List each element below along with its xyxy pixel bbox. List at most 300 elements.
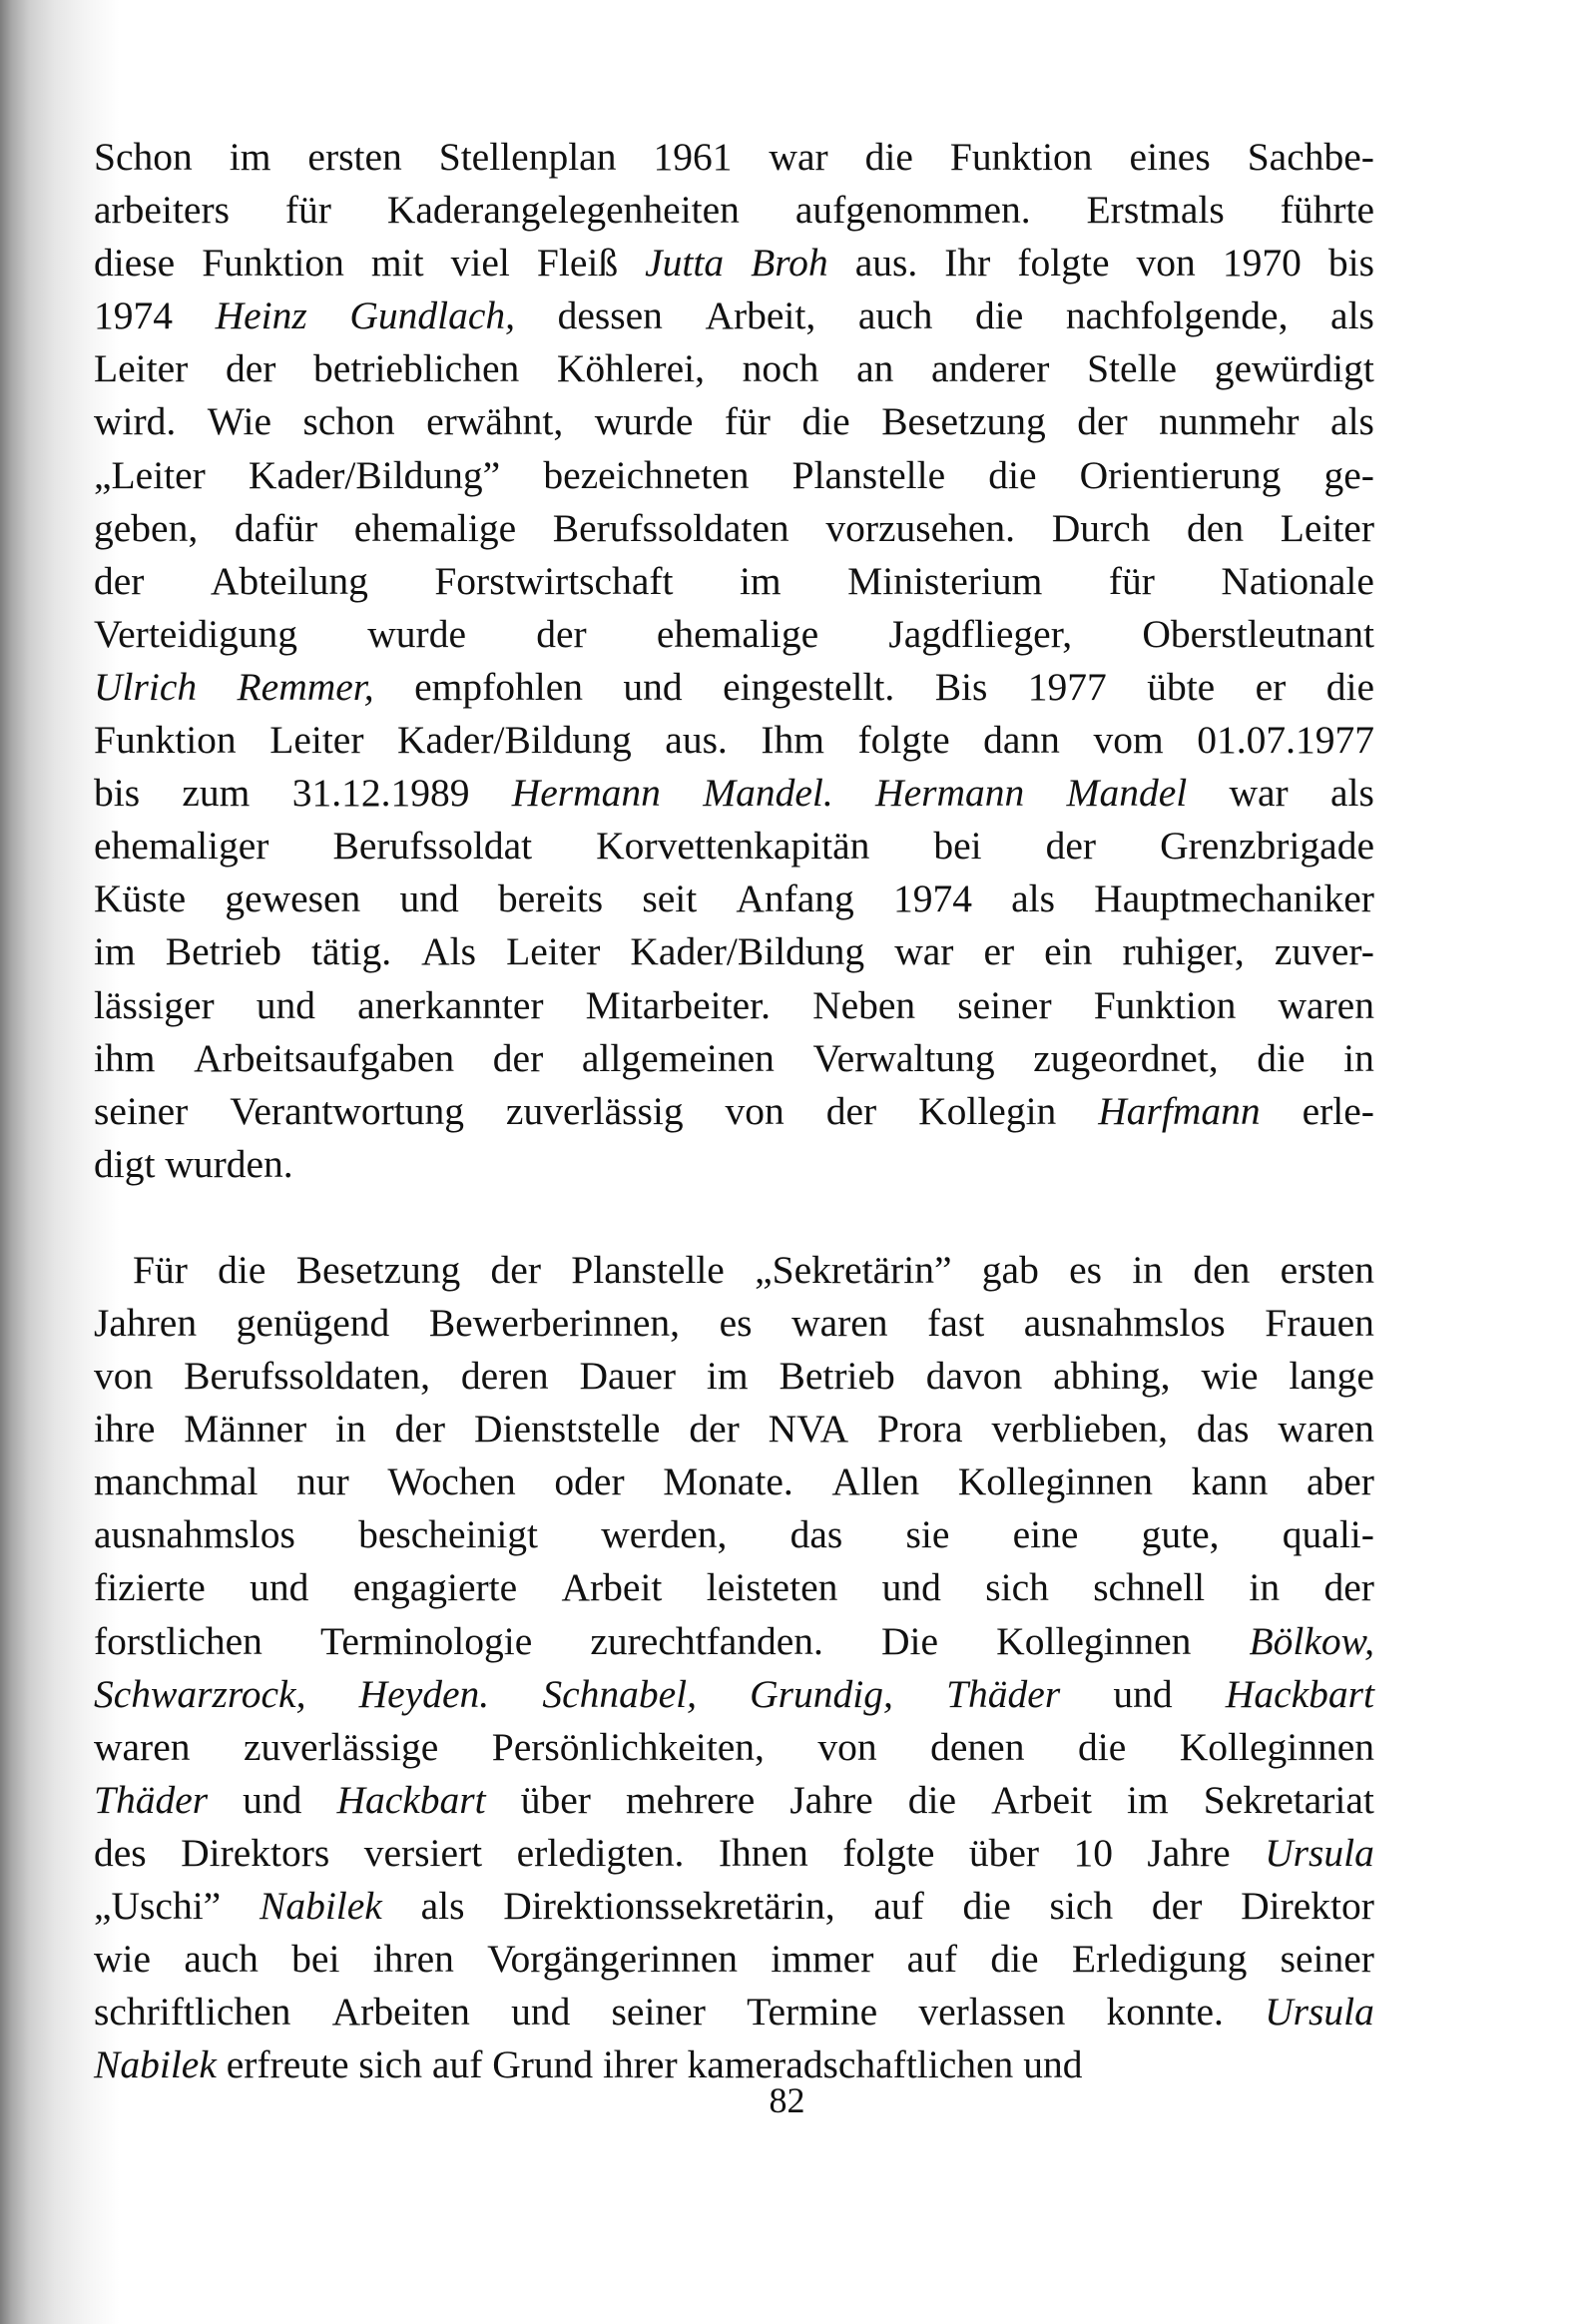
word: er (983, 929, 1015, 974)
word: schnell (1093, 1565, 1206, 1610)
word: gute, (1141, 1512, 1220, 1557)
word: ausnahmslos (94, 1512, 295, 1557)
word: bereits (497, 876, 604, 921)
word: es (719, 1300, 753, 1345)
word: folgte (857, 718, 950, 763)
word: Grenzbrigade (1160, 824, 1374, 869)
word: ge- (1323, 452, 1374, 497)
text-line (94, 1350, 1374, 1403)
word: Dienststelle (473, 1407, 661, 1452)
word: wird. (94, 399, 177, 444)
word: auf (906, 1937, 958, 1982)
word: sich (358, 2042, 423, 2087)
word: die (218, 1247, 266, 1292)
word: nur (296, 1459, 349, 1504)
word: seit (642, 876, 698, 921)
word: zum (182, 771, 251, 816)
word: Arbeit (561, 1565, 663, 1610)
word: Leiter (94, 346, 189, 391)
word: ihren (372, 1937, 454, 1982)
word: in (1132, 1247, 1164, 1292)
word: 1961 (653, 135, 733, 179)
word: Monate. (663, 1459, 793, 1504)
word: war (769, 135, 828, 179)
word: ihre (94, 1407, 156, 1452)
word: als (1011, 876, 1056, 921)
word: die (907, 1777, 957, 1822)
word: Kader/Bildung” (248, 452, 501, 497)
word: 10 (1073, 1830, 1113, 1875)
word: wurde (594, 399, 694, 444)
word: der (492, 1035, 544, 1080)
word: ehemaliger (94, 824, 269, 869)
word: Bis (934, 664, 988, 709)
text-line (94, 1933, 1374, 1986)
word: Jahre (789, 1777, 873, 1822)
word: und (623, 664, 683, 709)
word: Prora (877, 1407, 963, 1452)
word: waren (1278, 982, 1374, 1027)
word: forstlichen (94, 1618, 262, 1663)
word: bis (1327, 241, 1374, 286)
word: über (968, 1830, 1039, 1875)
word: bei (933, 824, 982, 869)
word: Berufssoldat (332, 824, 533, 869)
word: Bölkow, (1249, 1618, 1374, 1663)
word: Erledigung (1071, 1937, 1248, 1982)
word: Persönlichkeiten, (491, 1724, 765, 1769)
word: des (94, 1830, 147, 1875)
word: lässiger (94, 982, 215, 1027)
word: der (394, 1407, 446, 1452)
paragraph (94, 131, 1374, 1191)
word: Forstwirtschaft (434, 558, 674, 603)
word: oder (554, 1459, 625, 1504)
word: die (962, 1884, 1011, 1928)
word: seiner (1280, 1937, 1374, 1982)
word: Hermann (875, 771, 1025, 816)
word: Mandel (1066, 771, 1188, 816)
page-number: 82 (769, 2080, 805, 2120)
word: „Leiter (94, 452, 206, 497)
word: anderer (931, 346, 1050, 391)
word: für (284, 188, 331, 233)
word: Grundig, (750, 1671, 893, 1716)
text-line (94, 1774, 1374, 1827)
word: davon (925, 1354, 1023, 1399)
word: bei (291, 1937, 340, 1982)
word: Vorgängerinnen (487, 1937, 738, 1982)
word: erfreute (226, 2042, 349, 2087)
word: die (1257, 1035, 1306, 1080)
word: im (229, 135, 271, 179)
word: nachfolgende, (1065, 293, 1289, 338)
word: ehemalige (353, 505, 517, 550)
word: der (1151, 1884, 1203, 1928)
text-line (94, 1508, 1374, 1561)
word: Ihr (944, 241, 991, 286)
word: gewürdigt (1214, 346, 1374, 391)
text-line (94, 979, 1374, 1032)
word: eine (1012, 1512, 1079, 1557)
word: Wie (207, 399, 271, 444)
word: Terminologie (320, 1618, 533, 1663)
word: der (1077, 399, 1128, 444)
word: die (990, 1937, 1039, 1982)
word: Ihm (761, 718, 824, 763)
word: anerkannter (357, 982, 544, 1027)
word: die (801, 399, 850, 444)
word: Planstelle (791, 452, 946, 497)
word: Anfang (736, 876, 854, 921)
word: im (739, 558, 782, 603)
word: für (724, 399, 771, 444)
word: wie (1201, 1354, 1259, 1399)
word: als (1330, 293, 1374, 338)
word: Die (881, 1618, 939, 1663)
word: als (1330, 399, 1374, 444)
text-line (94, 1561, 1374, 1614)
word: geben, (94, 505, 199, 550)
word: Orientierung (1079, 452, 1282, 497)
word: und (243, 1777, 302, 1822)
word: ersten (307, 135, 402, 179)
word: tätig. (311, 929, 392, 974)
word: Nationale (1221, 558, 1374, 603)
word: vorzusehen. (825, 505, 1016, 550)
word: das (789, 1512, 843, 1557)
text-line (94, 1880, 1374, 1933)
word: betrieblichen (313, 346, 520, 391)
word: kann (1191, 1459, 1269, 1504)
word: Frauen (1265, 1300, 1374, 1345)
word: Männer (184, 1407, 307, 1452)
word: fast (927, 1300, 985, 1345)
word: zurechtfanden. (590, 1618, 823, 1663)
word: Stellenplan (438, 135, 617, 179)
word: nunmehr (1159, 399, 1300, 444)
word: der (490, 1247, 541, 1292)
word: Ihnen (718, 1830, 808, 1875)
word: den (1193, 1247, 1251, 1292)
word: Ulrich (94, 664, 198, 709)
word: Kaderangelegenheiten (386, 188, 740, 233)
text-line (94, 661, 1374, 714)
word: Wochen (387, 1459, 516, 1504)
word: Berufssoldaten (552, 505, 789, 550)
word: über (520, 1777, 591, 1822)
word: Jutta (645, 241, 725, 286)
word: Grund (492, 2042, 594, 2087)
word: NVA (768, 1407, 849, 1452)
word: aufgenommen. (794, 188, 1031, 233)
word: gewesen (225, 876, 361, 921)
word: Kollegin (918, 1088, 1057, 1133)
word: Bewerberinnen, (428, 1300, 680, 1345)
word: Thäder (946, 1671, 1061, 1716)
word: quali- (1282, 1512, 1374, 1557)
word: denen (930, 1724, 1025, 1769)
word: führte (1280, 188, 1374, 233)
word: auch (857, 293, 933, 338)
word: Funktion (1093, 982, 1237, 1027)
text-line (94, 449, 1374, 502)
word: Kolleginnen (996, 1618, 1192, 1663)
word: 1970 (1222, 241, 1302, 286)
word: und (1113, 1671, 1173, 1716)
page-body (94, 131, 1374, 2091)
paragraph (94, 1244, 1374, 2092)
word: der (225, 346, 276, 391)
word: Allen (831, 1459, 920, 1504)
word: von (1136, 241, 1196, 286)
word: waren (1278, 1407, 1374, 1452)
word: Dauer (579, 1354, 677, 1399)
text-line (94, 237, 1374, 290)
text-line (94, 1615, 1374, 1668)
word: Direktors (181, 1830, 330, 1875)
word: waren (791, 1300, 888, 1345)
word: ausnahmslos (1023, 1300, 1226, 1345)
word: der (536, 611, 587, 656)
word: von (94, 1354, 154, 1399)
word: Kolleginnen (1179, 1724, 1374, 1769)
word: Mitarbeiter. (585, 982, 771, 1027)
word: ruhiger, (1122, 929, 1245, 974)
word: allgemeinen (581, 1035, 775, 1080)
word: Berufssoldaten, (184, 1354, 430, 1399)
word: werden, (601, 1512, 728, 1557)
word: von (817, 1724, 877, 1769)
word: aus. (665, 718, 728, 763)
text-line (94, 1721, 1374, 1774)
word: Remmer, (237, 664, 374, 709)
word: arbeiters (94, 188, 230, 233)
word: Abteilung (210, 558, 368, 603)
word: Jagdflieger, (888, 611, 1073, 656)
word: Ministerium (847, 558, 1043, 603)
word: Hackbart (336, 1777, 486, 1822)
word: folgte (1017, 241, 1110, 286)
word: Funktion (949, 135, 1093, 179)
word: schriftlichen (94, 1990, 291, 2034)
word: aber (1306, 1459, 1374, 1504)
word: Verteidigung (94, 611, 298, 656)
word: der (1323, 1565, 1374, 1610)
word: übte (1147, 664, 1216, 709)
word: Schnabel, (542, 1671, 697, 1716)
word: Direktor (1241, 1884, 1374, 1928)
text-line (94, 1986, 1374, 2038)
word: 1974 (892, 876, 972, 921)
word: Arbeit (991, 1777, 1092, 1822)
word: Broh (751, 241, 828, 286)
word: ehemalige (656, 611, 819, 656)
word: aus. (854, 241, 918, 286)
word: bescheinigt (358, 1512, 539, 1557)
word: Hackbart (1225, 1671, 1374, 1716)
word: Als (421, 929, 477, 974)
word: sie (905, 1512, 950, 1557)
text-line (94, 502, 1374, 555)
word: Erstmals (1086, 188, 1225, 233)
word: die (988, 452, 1037, 497)
word: der (825, 1088, 877, 1133)
word: verblieben, (991, 1407, 1169, 1452)
word: Verwaltung (812, 1035, 995, 1080)
word: Schon (94, 135, 193, 179)
word: mit (370, 241, 424, 286)
text-line (94, 131, 1374, 184)
word: Funktion (94, 718, 237, 763)
word: Betrieb (165, 929, 281, 974)
word: deren (460, 1354, 549, 1399)
text-line (94, 1403, 1374, 1455)
word: er (1255, 664, 1287, 709)
word: Fleiß (536, 241, 619, 286)
word: im (1127, 1777, 1169, 1822)
text-line (94, 1032, 1374, 1085)
word: Für (133, 1247, 188, 1292)
word: Arbeiten (331, 1990, 470, 2034)
word: lange (1289, 1354, 1374, 1399)
word: Leiter (269, 718, 364, 763)
word: Kader/Bildung (630, 929, 865, 974)
word: 1974 (94, 293, 173, 338)
word: Direktionssekretärin, (503, 1884, 835, 1928)
word: auf (431, 2042, 483, 2087)
text-line (94, 608, 1374, 661)
word: Stelle (1087, 346, 1178, 391)
word: eingestellt. (723, 664, 895, 709)
word: mehrere (625, 1777, 756, 1822)
word: Heyden. (358, 1671, 490, 1716)
word: vom (1093, 718, 1164, 763)
text-line (94, 1668, 1374, 1721)
word: in (335, 1407, 366, 1452)
word: verlassen (918, 1990, 1066, 2034)
word: im (94, 929, 136, 974)
word: bis (94, 771, 141, 816)
word: „Uschi” (94, 1884, 222, 1928)
word: Korvettenkapitän (596, 824, 870, 869)
word: war (1229, 771, 1289, 816)
word: Leiter (506, 929, 601, 974)
word: diese (94, 241, 176, 286)
word: Kader/Bildung (397, 718, 632, 763)
word: Ursula (1265, 1990, 1374, 2034)
text-line (94, 1827, 1374, 1880)
word: Kolleginnen (957, 1459, 1153, 1504)
word: wurde (367, 611, 466, 656)
word: von (725, 1088, 785, 1133)
word: die (974, 293, 1024, 338)
word: war (894, 929, 954, 974)
word: viel (450, 241, 510, 286)
word: schon (302, 399, 395, 444)
word: ersten (1280, 1247, 1374, 1292)
text-line (94, 820, 1374, 872)
word: 31.12.1989 (291, 771, 470, 816)
word: die (1325, 664, 1374, 709)
word: sich (985, 1565, 1049, 1610)
word: seiner (957, 982, 1052, 1027)
word: genügend (236, 1300, 390, 1345)
word: noch (742, 346, 819, 391)
word: und (1023, 2042, 1083, 2087)
word: Besetzung (295, 1247, 461, 1292)
text-line (94, 872, 1374, 925)
word: und (250, 1565, 309, 1610)
word: auch (184, 1937, 259, 1982)
word: folgte (842, 1830, 935, 1875)
word: und (511, 1990, 571, 2034)
word: Heinz (215, 293, 307, 338)
word: Gundlach, (349, 293, 515, 338)
word: Durch (1051, 505, 1151, 550)
word: Schwarzrock, (94, 1671, 306, 1716)
word: der (94, 558, 145, 603)
word: und (881, 1565, 941, 1610)
word: dann (983, 718, 1060, 763)
word: versiert (363, 1830, 483, 1875)
word: Termine (747, 1990, 878, 2034)
word: Planstelle (571, 1247, 725, 1292)
word: Mandel. (703, 771, 833, 816)
word: dessen (557, 293, 663, 338)
word: abhing, (1053, 1354, 1171, 1399)
word: waren (94, 1724, 191, 1769)
word: engagierte (352, 1565, 518, 1610)
text-line (94, 555, 1374, 608)
word: ihrer (603, 2042, 678, 2087)
word: in (1249, 1565, 1281, 1610)
word: Küste (94, 876, 187, 921)
text-line (94, 1455, 1374, 1508)
word: zuverlässige (244, 1724, 439, 1769)
word: leisteten (706, 1565, 838, 1610)
word: konnte. (1106, 1990, 1224, 2034)
word: fizierte (94, 1565, 206, 1610)
word: Ursula (1265, 1830, 1374, 1875)
word: Sachbe- (1247, 135, 1374, 179)
word: bezeichneten (543, 452, 750, 497)
text-line (94, 1085, 1374, 1138)
word: gab (981, 1247, 1039, 1292)
word: den (1187, 505, 1245, 550)
word: erledigten. (516, 1830, 685, 1875)
word: an (856, 346, 894, 391)
word: Betrieb (779, 1354, 895, 1399)
word: Oberstleutnant (1142, 611, 1374, 656)
text-line (94, 1138, 1374, 1191)
word: wie (94, 1937, 152, 1982)
word: Arbeitsaufgaben (194, 1035, 455, 1080)
word: es (1069, 1247, 1103, 1292)
word: im (706, 1354, 749, 1399)
word: Harfmann (1098, 1088, 1261, 1133)
word: wurden. (165, 1141, 293, 1186)
text-line (94, 925, 1374, 978)
word: sich (1049, 1884, 1114, 1928)
word: seiner (611, 1990, 706, 2034)
word: erwähnt, (426, 399, 564, 444)
word: Hermann (511, 771, 661, 816)
word: Hauptmechaniker (1094, 876, 1374, 921)
text-line (94, 1297, 1374, 1350)
word: Neben (812, 982, 916, 1027)
word: als (420, 1884, 465, 1928)
